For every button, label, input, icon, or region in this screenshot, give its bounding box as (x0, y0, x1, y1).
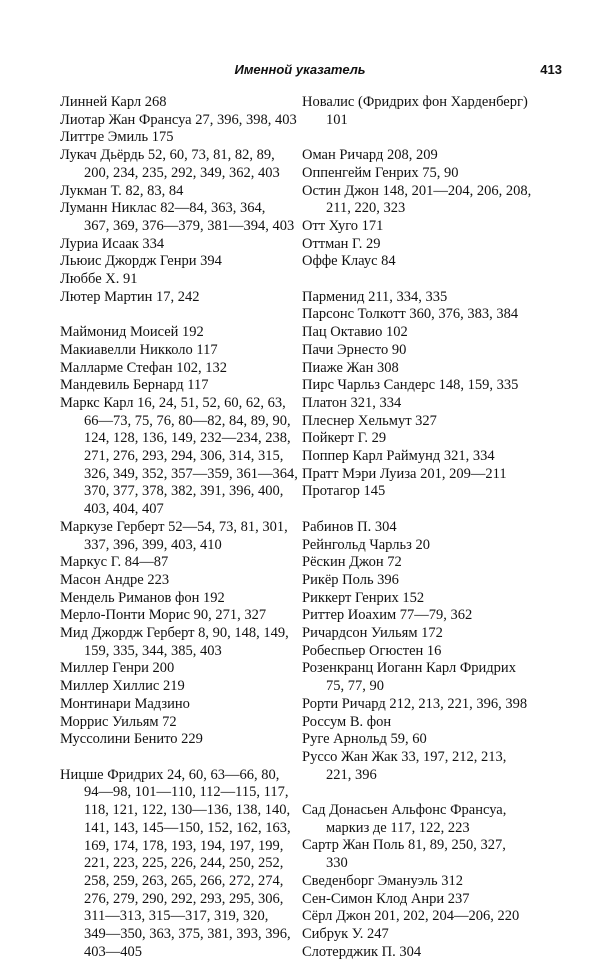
index-entry-line: Рёскин Джон 72 (302, 554, 402, 571)
index-entry (302, 289, 564, 307)
index-entry-line: Платон 321, 334 (302, 394, 402, 411)
index-entry-line: Лукман Т. 82, 83, 84 (60, 182, 184, 199)
index-entry (60, 572, 296, 590)
index-entry (302, 342, 564, 360)
index-entry-line: Ричардсон Уильям 172 (302, 625, 443, 642)
index-entry (302, 324, 564, 342)
index-entry (302, 590, 564, 608)
index-entry (302, 891, 564, 909)
index-entry (60, 147, 296, 182)
index-entry-line: Миллер Хиллис 219 (60, 678, 185, 695)
index-entry-line: Россум В. фон (302, 713, 392, 730)
index-entry-line: 367, 369, 376—379, 381—394, 403 (84, 217, 295, 234)
index-entry (302, 554, 564, 572)
index-entry (302, 519, 564, 537)
index-entry-line: 75, 77, 90 (326, 678, 384, 695)
index-entry-line: Руге Арнольд 59, 60 (302, 731, 427, 748)
index-entry-line: Оффе Клаус 84 (302, 253, 396, 270)
index-entry (302, 625, 564, 643)
index-entry (60, 660, 296, 678)
index-entry-line: 349—350, 363, 375, 381, 393, 396, (84, 926, 291, 943)
index-entry-line: 221, 396 (326, 766, 377, 783)
index-entry (302, 218, 564, 236)
index-entry-line: 403, 404, 407 (84, 501, 164, 518)
index-entry (302, 643, 564, 661)
index-entry (302, 660, 564, 695)
index-entry-line: Луманн Никлас 82—84, 363, 364, (60, 200, 266, 217)
index-entry-line: Парсонс Толкотт 360, 376, 383, 384 (302, 306, 519, 323)
index-entry-line: Слотерджик П. 304 (302, 943, 422, 960)
index-entry (60, 360, 296, 378)
index-entry-line: Линней Карл 268 (60, 94, 167, 110)
index-entry-line: Пирс Чарльз Сандерс 148, 159, 335 (302, 377, 519, 394)
index-entry (302, 696, 564, 714)
index-entry (60, 696, 296, 714)
index-entry-line: Макиавелли Никколо 117 (60, 341, 218, 358)
index-entry (60, 342, 296, 360)
index-entry-line: Сибрук У. 247 (302, 925, 389, 942)
index-entry-line: Протагор 145 (302, 483, 386, 500)
index-entry (302, 873, 564, 891)
index-entry (60, 271, 296, 289)
index-entry-line: Риккерт Генрих 152 (302, 589, 425, 606)
index-entry (302, 607, 564, 625)
index-entry-line: Пратт Мэри Луиза 201, 209—211 (302, 465, 507, 482)
index-entry-line: Рейнгольд Чарльз 20 (302, 536, 430, 553)
index-entry (302, 908, 564, 926)
index-entry (60, 236, 296, 254)
index-entry (60, 519, 296, 554)
index-entry (60, 590, 296, 608)
index-entry-line: 211, 220, 323 (326, 200, 406, 217)
index-entry (60, 625, 296, 660)
letter-group-gap (60, 306, 296, 324)
index-entry-line: Сёрл Джон 201, 202, 204—206, 220 (302, 908, 520, 925)
index-entry (302, 306, 564, 324)
index-column-right (302, 94, 564, 961)
index-entry (302, 94, 564, 129)
index-entry-line: Мид Джордж Герберт 8, 90, 148, 149, (60, 625, 289, 642)
index-entry-line: Рабинов П. 304 (302, 518, 397, 535)
index-entry (302, 377, 564, 395)
index-entry (302, 714, 564, 732)
index-entry-line: 169, 174, 178, 193, 194, 197, 199, (84, 837, 284, 854)
index-entry-line: Рикёр Поль 396 (302, 571, 399, 588)
index-entry-line: 124, 128, 136, 149, 232—234, 238, (84, 430, 291, 447)
index-entry-line: 337, 396, 399, 403, 410 (84, 536, 222, 553)
index-entry-line: Муссолини Бенито 229 (60, 731, 203, 748)
index-entry-line: 403—405 (84, 943, 142, 960)
index-entry-line: Отт Хуго 171 (302, 217, 384, 234)
index-entry (60, 678, 296, 696)
index-entry-line: Литтре Эмиль 175 (60, 129, 174, 146)
index-entry (60, 714, 296, 732)
letter-group-gap (302, 784, 564, 802)
index-entry (60, 607, 296, 625)
index-entry-line: Парменид 211, 334, 335 (302, 288, 448, 305)
index-entry (302, 749, 564, 784)
index-entry-line: Сведенборг Эмануэль 312 (302, 872, 463, 889)
index-entry (302, 448, 564, 466)
index-entry-line: 200, 234, 235, 292, 349, 362, 403 (84, 164, 280, 181)
index-entry-line: Оман Ричард 208, 209 (302, 147, 438, 164)
index-entry (302, 926, 564, 944)
index-entry (60, 554, 296, 572)
letter-group-gap (302, 501, 564, 519)
index-entry (302, 430, 564, 448)
index-entry-line: 94—98, 101—110, 112—115, 117, (84, 784, 289, 801)
index-entry-line: Луриа Исаак 334 (60, 235, 165, 252)
letter-group-gap (302, 271, 564, 289)
index-entry (302, 147, 564, 165)
index-entry (302, 837, 564, 872)
index-entry (60, 253, 296, 271)
index-entry-line: Руссо Жан Жак 33, 197, 212, 213, (302, 748, 507, 765)
index-entry (60, 767, 296, 962)
letter-group-gap (302, 129, 564, 147)
running-title: Именной указатель (234, 62, 366, 77)
index-entry (302, 165, 564, 183)
index-entry-line: Малларме Стефан 102, 132 (60, 359, 228, 376)
index-entry-line: Розенкранц Иоганн Карл Фридрих (302, 660, 516, 677)
index-entry-line: Оппенгейм Генрих 75, 90 (302, 164, 459, 181)
index-entry (302, 731, 564, 749)
index-entry-line: 276, 279, 290, 292, 293, 295, 306, (84, 890, 284, 907)
index-entry-line: 271, 276, 293, 294, 306, 314, 315, (84, 448, 284, 465)
index-entry-line: 159, 335, 344, 385, 403 (84, 642, 222, 659)
index-entry (302, 395, 564, 413)
index-entry (60, 731, 296, 749)
index-entry-line: Маймонид Моисей 192 (60, 324, 204, 341)
index-entry-line: 326, 349, 352, 357—359, 361—364, (84, 465, 298, 482)
index-entry-line: Пойкерт Г. 29 (302, 430, 387, 447)
index-entry-line: Маркс Карл 16, 24, 51, 52, 60, 62, 63, (60, 394, 286, 411)
index-entry (302, 944, 564, 962)
index-entry-line: Люббе Х. 91 (60, 271, 138, 288)
index-entry (302, 236, 564, 254)
index-entry-line: 258, 259, 263, 265, 266, 272, 274, (84, 872, 284, 889)
index-entry (302, 253, 564, 271)
index-entry-line: Поппер Карл Раймунд 321, 334 (302, 448, 495, 465)
index-entry-line: Лукач Дьёрдь 52, 60, 73, 81, 82, 89, (60, 147, 275, 164)
index-entry-line: 330 (326, 855, 348, 872)
index-entry-line: Моррис Уильям 72 (60, 713, 177, 730)
index-entry-line: 221, 223, 225, 226, 244, 250, 252, (84, 855, 284, 872)
index-entry-line: Мерло-Понти Морис 90, 271, 327 (60, 607, 267, 624)
index-entry-line: Мандевиль Бернард 117 (60, 377, 209, 394)
index-entry (60, 129, 296, 147)
index-entry (60, 112, 296, 130)
index-entry-line: Ницше Фридрих 24, 60, 63—66, 80, (60, 766, 280, 783)
index-entry (60, 395, 296, 519)
index-entry-line: Сад Донасьен Альфонс Франсуа, (302, 802, 507, 819)
index-entry-line: 66—73, 75, 76, 80—82, 84, 89, 90, (84, 412, 291, 429)
index-entry (302, 413, 564, 431)
index-entry (302, 483, 564, 501)
index-entry-line: Риттер Иоахим 77—79, 362 (302, 607, 473, 624)
index-entry-line: Остин Джон 148, 201—204, 206, 208, (302, 182, 532, 199)
index-entry-line: Мендель Риманов фон 192 (60, 589, 225, 606)
index-entry-line: Сен-Симон Клод Анри 237 (302, 890, 470, 907)
index-entry (60, 289, 296, 307)
index-entry-line: Рорти Ричард 212, 213, 221, 396, 398 (302, 695, 528, 712)
index-entry-line: Робеспьер Огюстен 16 (302, 642, 442, 659)
index-entry (302, 360, 564, 378)
index-entry (60, 183, 296, 201)
index-entry-line: Льюис Джордж Генри 394 (60, 253, 222, 270)
index-entry-line: 370, 377, 378, 382, 391, 396, 400, (84, 483, 284, 500)
index-entry (60, 324, 296, 342)
index-entry (302, 537, 564, 555)
index-entry-line: Масон Андре 223 (60, 571, 170, 588)
index-entry-line: Пачи Эрнесто 90 (302, 341, 407, 358)
index-entry (302, 183, 564, 218)
index-entry (302, 466, 564, 484)
index-column-left (60, 94, 296, 961)
index-entry-line: Миллер Генри 200 (60, 660, 175, 677)
index-entry-line: 141, 143, 145—150, 152, 162, 163, (84, 819, 291, 836)
index-entry-line: Плеснер Хельмут 327 (302, 412, 437, 429)
index-entry-line: Лиотар Жан Франсуа 27, 396, 398, 403 (60, 111, 297, 128)
index-entry-line: Маркус Г. 84—87 (60, 554, 169, 571)
index-entry-line: 311—313, 315—317, 319, 320, (84, 908, 269, 925)
index-entry (60, 377, 296, 395)
letter-group-gap (60, 749, 296, 767)
index-entry-line: Пиаже Жан 308 (302, 359, 399, 376)
index-entry-line: Монтинари Мадзино (60, 695, 190, 712)
index-entry-line: Оттман Г. 29 (302, 235, 381, 252)
index-entry (60, 200, 296, 235)
index-entry (60, 94, 296, 112)
page-number: 413 (540, 62, 562, 77)
index-entry-line: Маркузе Герберт 52—54, 73, 81, 301, (60, 518, 288, 535)
index-entry (302, 802, 564, 837)
index-entry-line: Лютер Мартин 17, 242 (60, 288, 200, 305)
index-entry-line: Сартр Жан Поль 81, 89, 250, 327, (302, 837, 506, 854)
index-entry-line: Пац Октавио 102 (302, 324, 408, 341)
running-header (0, 60, 600, 82)
index-entry-line: маркиз де 117, 122, 223 (326, 819, 470, 836)
index-entry (302, 572, 564, 590)
index-entry-line: Новалис (Фридрих фон Харденберг) (302, 94, 528, 110)
index-entry-line: 101 (326, 111, 348, 128)
index-entry-line: 118, 121, 122, 130—136, 138, 140, (84, 802, 291, 819)
